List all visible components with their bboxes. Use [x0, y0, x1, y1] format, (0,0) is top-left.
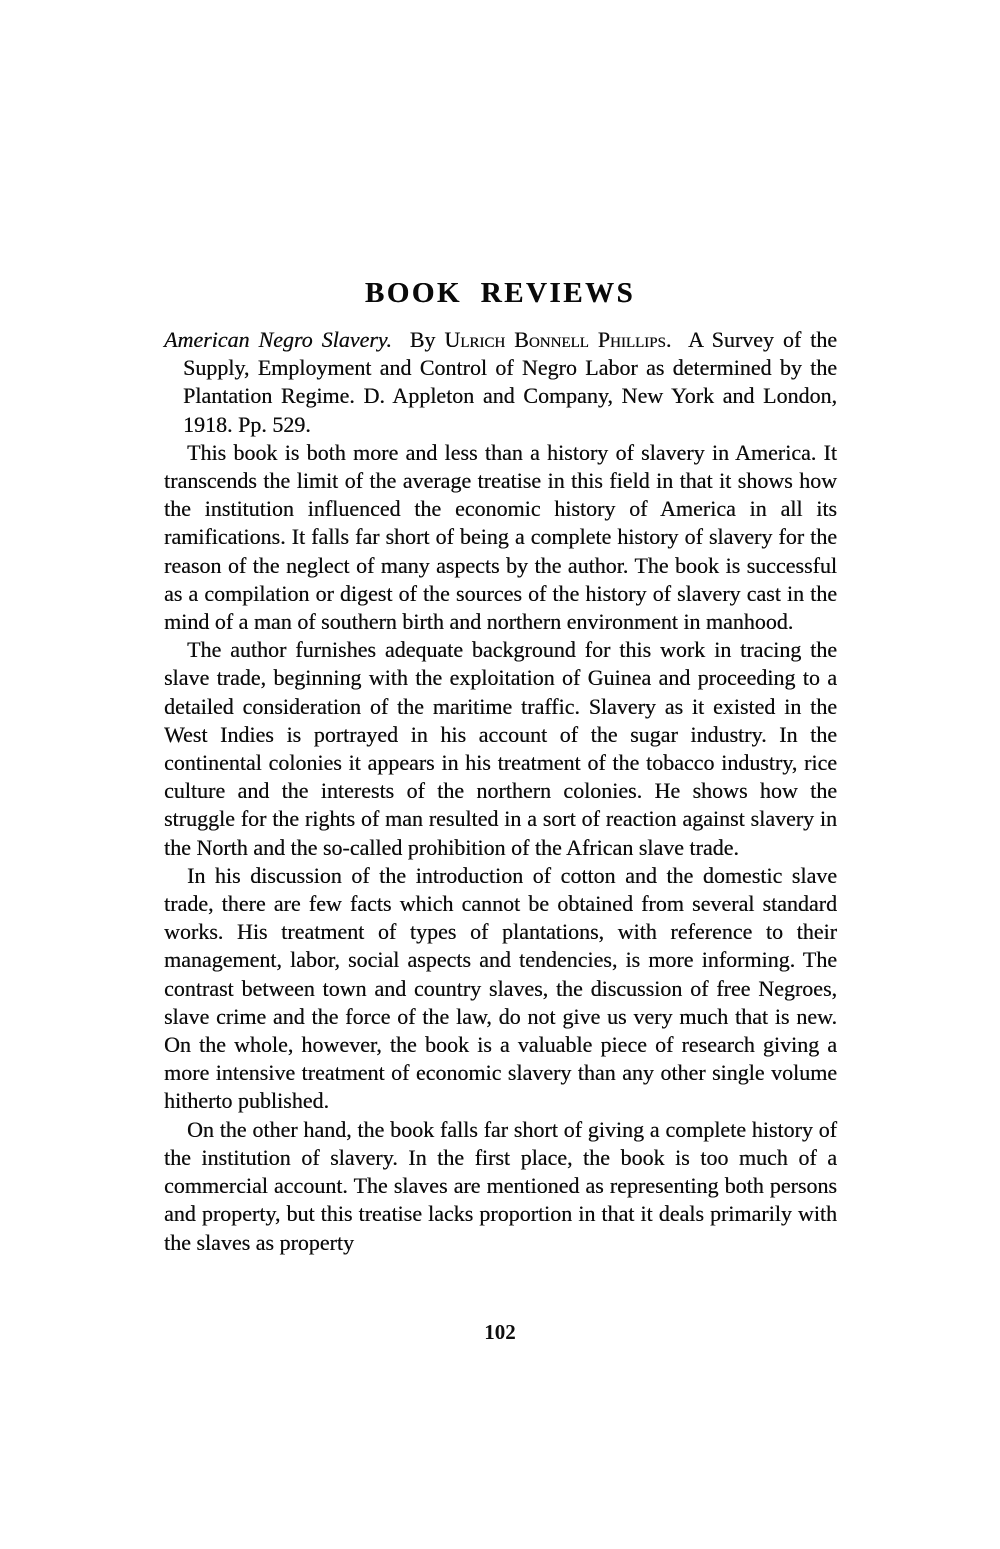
- review-paragraph-2: The author furnishes adequate background for this work in tracing the slave trade, beginning with the exploitation of Guinea and proceeding to a detailed consideration of the maritime traffic. Slavery as it existed in the West Indies is portrayed in his account of the sugar industry. In the continental colonies it appears in his treatment of the tobacco industry, rice culture and the interests of the northern colonies. He shows how the struggle for the rights of man resulted in a sort of reaction against slavery in the North and the so-called prohibition of the African slave trade.: [164, 637, 837, 860]
- review-paragraph-1: This book is both more and less than a history of slavery in America. It transcends the limit of the average treatise in this field in that it shows how the institution influenced the economic history of America in all its ramifications. It falls far short of being a complete history of slavery for the reason of the neglect of many aspects by the author. The book is successful as a compilation or digest of the sources of the history of slavery cast in the mind of a man of southern birth and northern environment in manhood.: [164, 439, 837, 635]
- book-title: American Negro Slavery.: [164, 327, 392, 352]
- book-citation: [164, 326, 837, 439]
- page-number: 102: [484, 1320, 516, 1344]
- review-text-block: [164, 326, 837, 1257]
- review-paragraph-4: On the other hand, the book falls far short of giving a complete history of the institution of slavery. In the first place, the book is too much of a commercial account. The slaves are mentioned as representing both persons and property, but this treatise lacks proportion in that it deals primarily with the slaves as property: [164, 1116, 837, 1255]
- book-author: Ulrich Bonnell Phillips.: [444, 327, 672, 352]
- citation-description: A Survey of the Supply, Employment and Control of Negro Labor as determined by the Plantation Regime. D. Appleton and Company, New York and London, 1918. Pp. 529.: [183, 327, 838, 437]
- review-paragraph-3: In his discussion of the introduction of cotton and the domestic slave trade, there are few facts which cannot be obtained from several standard works. His treatment of types of plantations, with reference to their management, labor, social aspects and tendencies, is more informing. The contrast between town and country slaves, the discussion of free Negroes, slave crime and the force of the law, do not give us very much that is new. On the whole, however, the book is a valuable piece of research giving a more intensive treatment of economic slavery than any other single volume hitherto published.: [164, 862, 837, 1114]
- citation-by-prefix: By: [409, 327, 436, 352]
- page-title: BOOK REVIEWS: [364, 277, 636, 309]
